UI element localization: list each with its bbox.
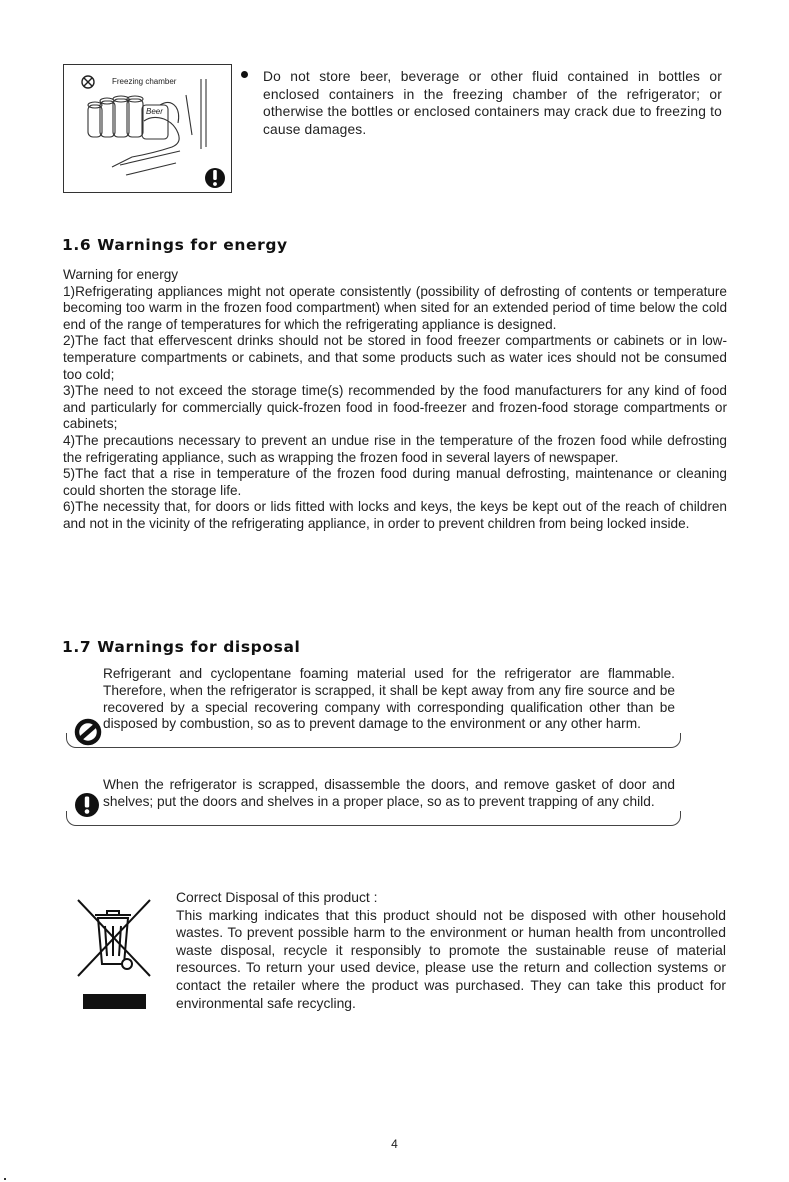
energy-section-heading: 1.6 Warnings for energy xyxy=(62,236,288,254)
edge-mark xyxy=(4,1178,6,1180)
freezer-illustration xyxy=(63,64,232,193)
energy-intro: Warning for energy xyxy=(63,267,179,282)
exclamation-badge-icon xyxy=(205,168,225,188)
correct-disposal-block xyxy=(176,889,726,1012)
disposal-section-heading: 1.7 Warnings for disposal xyxy=(62,638,301,656)
illustration-caption: Freezing chamber xyxy=(112,77,177,86)
freezer-warning-paragraph: Do not store beer, beverage or other fluid contained in bottles or enclosed containers in the freezing chamber of the refrigerator; or otherwise the bottles or enclosed containers may crack due to freezing to cause damages. xyxy=(263,69,722,137)
energy-warnings-body xyxy=(63,267,727,533)
energy-item-4: 4)The precautions necessary to prevent an undue rise in the temperature of the frozen food while defrosting the refrigerating appliance, such as wrapping the frozen food in several layers of newspaper. xyxy=(63,432,727,465)
separate-collection-bar xyxy=(83,994,146,1009)
bottle-label: Beer xyxy=(146,107,163,116)
refrigerant-text: Refrigerant and cyclopentane foaming material used for the refrigerator are flammable. Therefore, when the refrigerator is scrapped, it shall be kept away from any fire source and be recovered by a special recovering company with corresponding qualification other than be disposed by combustion, so as to prevent damage to the environment or any other harm. xyxy=(103,666,675,732)
energy-item-6: 6)The necessity that, for doors or lids fitted with locks and keys, the keys be kept out of the reach of children and not in the vicinity of the refrigerating appliance, in order to prevent children from being locked inside. xyxy=(63,499,727,531)
freezer-warning-text xyxy=(263,68,722,138)
doors-warning xyxy=(103,777,675,811)
refrigerant-warning xyxy=(103,666,675,733)
no-fire-prohibited-icon xyxy=(74,718,102,746)
energy-item-2: 2)The fact that effervescent drinks should not be stored in food freezer compartments or cabinets or in low-temperature compartments or cabinets, and that some products such as water ices should not be consumed too cold; xyxy=(63,333,727,382)
prohibited-circle-x-icon xyxy=(82,76,94,88)
correct-disposal-text: This marking indicates that this product should not be disposed with other household wastes. To prevent possible harm to the environment or human health from uncontrolled waste disposal, recycle it responsibly to promote the sustainable reuse of material resources. To return your used device, please use the return and collection systems or contact the retailer where the product was purchased. They can take this product for environmental safe recycling. xyxy=(176,906,726,1011)
correct-disposal-title: Correct Disposal of this product : xyxy=(176,889,378,905)
crossed-out-wheelie-bin-icon xyxy=(74,896,154,980)
exclamation-warning-icon xyxy=(74,792,100,818)
page-number: 4 xyxy=(391,1137,398,1151)
bullet-dot xyxy=(241,71,248,78)
doors-frame xyxy=(66,811,681,826)
energy-item-5: 5)The fact that a rise in temperature of the frozen food during manual defrosting, maintenance or cleaning could shorten the storage life. xyxy=(63,466,727,498)
doors-text: When the refrigerator is scrapped, disassemble the doors, and remove gasket of door and shelves; put the doors and shelves in a proper place, so as to prevent trapping of any child. xyxy=(103,777,675,809)
refrigerant-frame xyxy=(66,733,681,748)
energy-item-1: 1)Refrigerating appliances might not operate consistently (possibility of defrosting of contents or temperature becoming too warm in the frozen food compartment) when sited for an extended period of time below the cold end of the range of temperatures for which the refrigerating appliance is designed. xyxy=(63,283,727,332)
energy-item-3: 3)The need to not exceed the storage time(s) recommended by the food manufacturers for any kind of food and particularly for commercially quick-frozen food in food-freezer and frozen-food storage compartments or cabinets; xyxy=(63,383,727,432)
